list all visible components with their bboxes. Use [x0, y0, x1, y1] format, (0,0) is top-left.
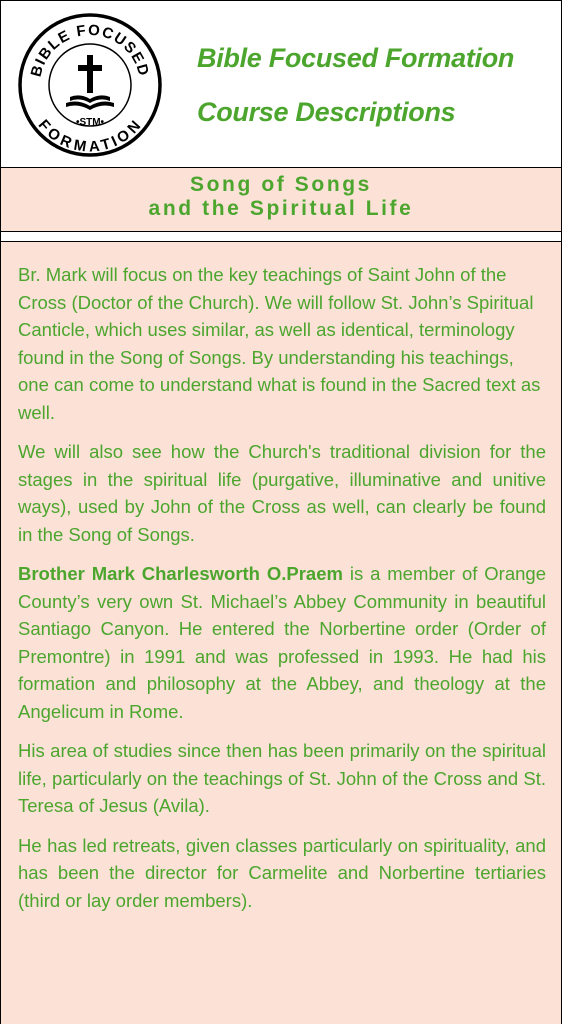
instructor-bio-text: is a member of Orange County’s very own St. Michael’s Abbey Community in beautiful Santiago Canyon. He entered the Norbertine order (Order of Premontre) in 1991 and was professed in 1993. He had his formation and philosophy at the Abbey, and theology at the Angelicum in Rome. — [18, 563, 546, 722]
logo-center-text: •STM• — [75, 117, 105, 128]
header-title: Bible Focused Formation — [197, 43, 515, 73]
course-title-line1: Song of Songs — [190, 173, 372, 196]
instructor-experience-paragraph: He has led retreats, given classes particularly on spirituality, and has been the director for Carmelite and Norbertine tertiaries (third or lay order members). — [18, 834, 546, 911]
description-paragraph-2: We will also see how the Church's traditional division for the stages in the spiritual life (purgative, illuminative and unitive ways), used by John of the Cross as well, can clearly be found in the Song of Songs. — [18, 441, 546, 545]
logo-top-text: BIBLE FOCUSED — [27, 21, 153, 79]
course-description — [0, 242, 562, 1024]
header-subtitle: Course Descriptions — [197, 97, 456, 127]
instructor-bio-paragraph — [18, 560, 546, 725]
instructor-name: Brother Mark Charlesworth O.Praem — [18, 563, 343, 584]
header — [0, 0, 562, 168]
instructor-studies-paragraph: His area of studies since then has been primarily on the spiritual life, particularly on the teachings of St. John of the Cross and St. Teresa of Jesus (Avila). — [18, 740, 546, 816]
logo-bottom-text: FORMATION — [34, 116, 146, 156]
course-title-line2: and the Spiritual Life — [148, 197, 414, 220]
divider — [0, 232, 562, 242]
course-title-banner — [0, 168, 562, 232]
logo — [18, 13, 163, 158]
description-paragraph-1: Br. Mark will focus on the key teachings of Saint John of the Cross (Doctor of the Church). We will follow St. John’s Spiritual Canticle, which uses similar, as well as identical, terminology found in the Song of Songs. By understanding his teachings, one can come to understand what is found in the Sacred text as well. — [18, 264, 541, 423]
